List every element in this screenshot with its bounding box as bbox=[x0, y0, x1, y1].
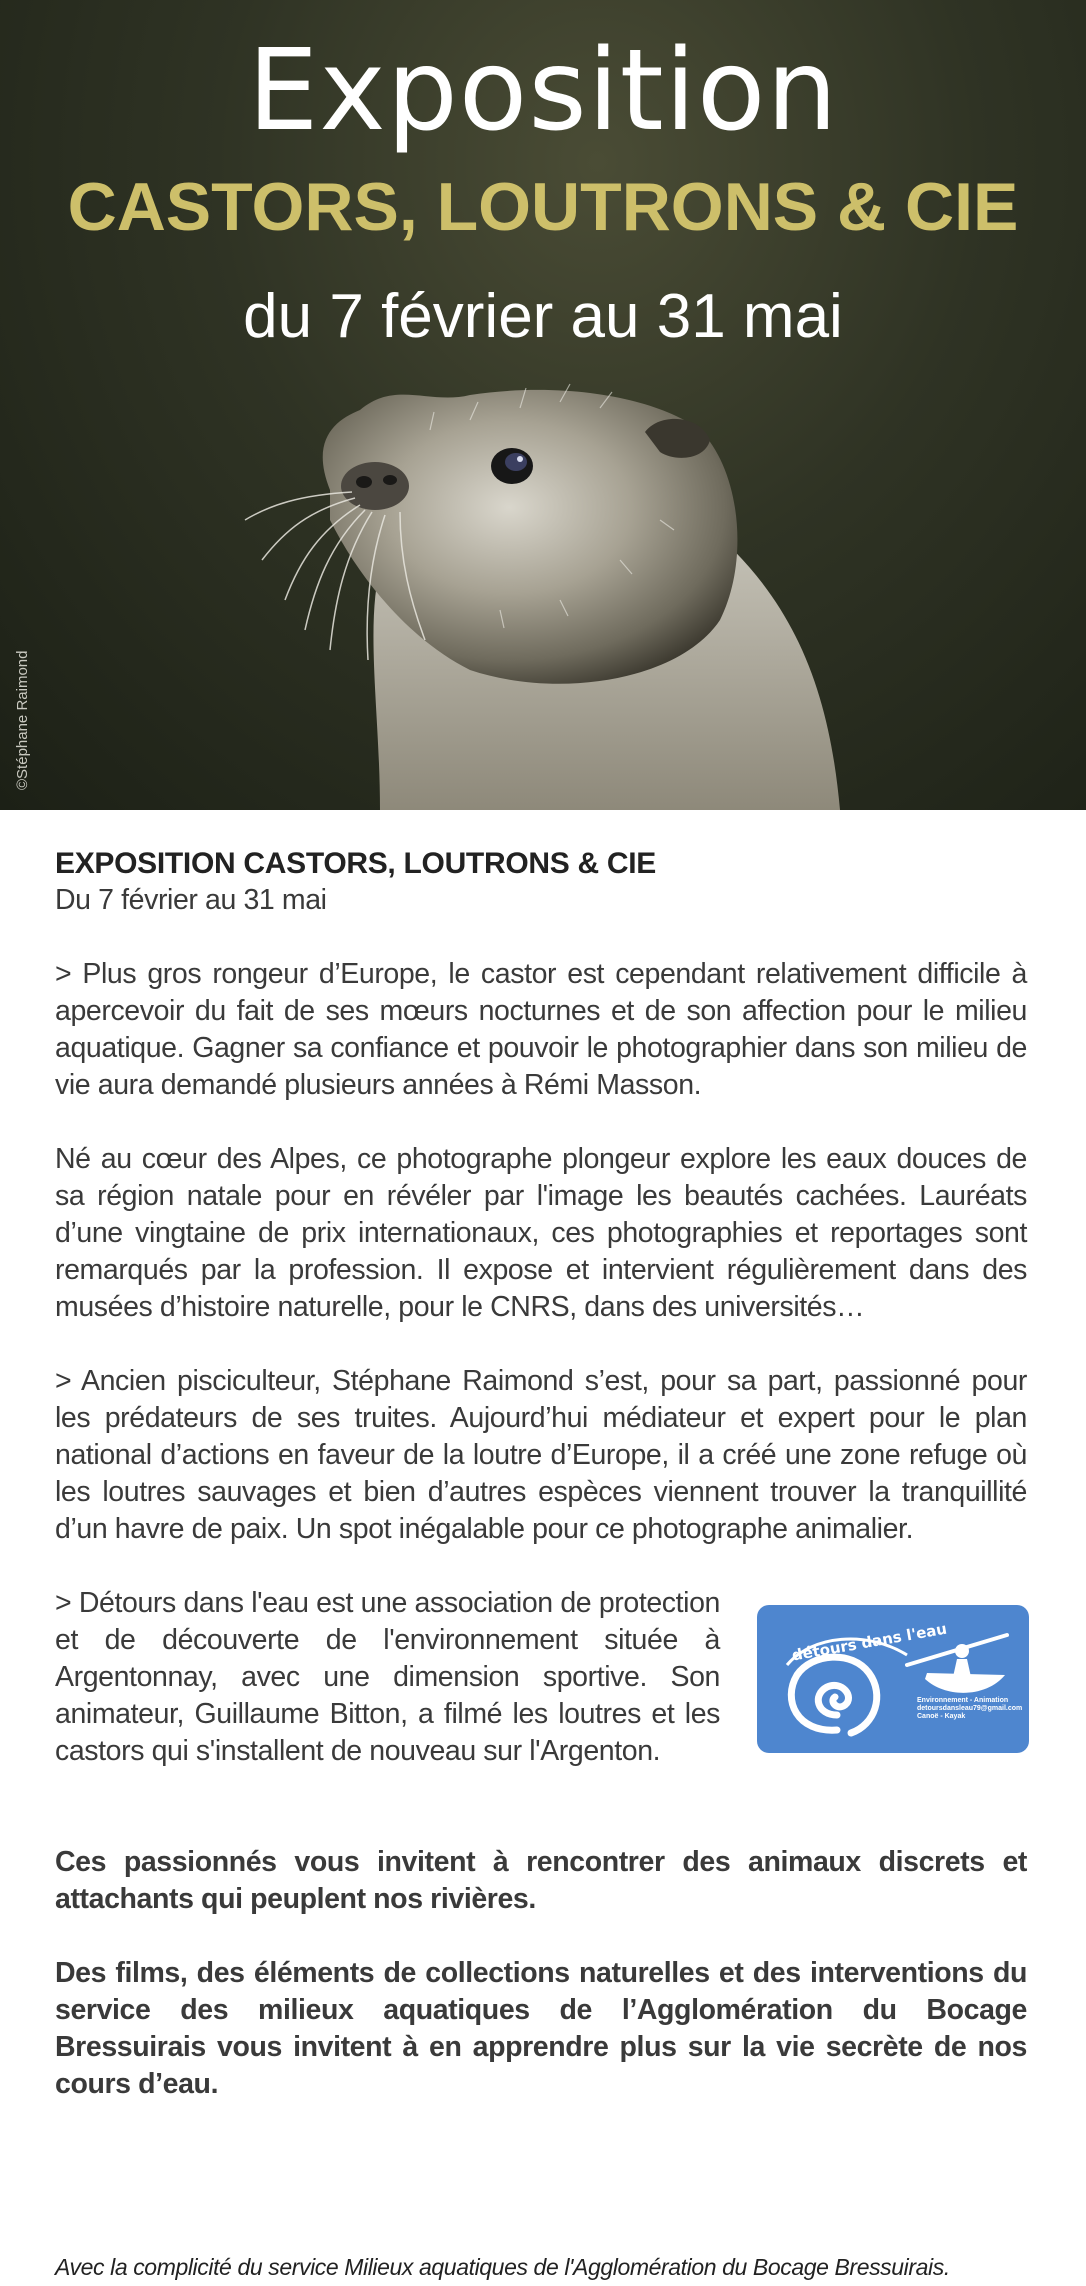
logo-caption: Environnement - Animation detoursdansleau79@gmail.com Canoë - Kayak bbox=[917, 1697, 1023, 1720]
paragraph-films: Des films, des éléments de collections naturelles et des interventions du service des milieux aquatiques de l’Agglomération du Bocage Bressuirais vous invitent à en apprendre plus sur la vie secrète de nos cours d’eau. bbox=[55, 1957, 1027, 2100]
paragraph-castor: > Plus gros rongeur d’Europe, le castor est cependant relativement difficile à apercevoir du fait de ses mœurs nocturnes et de son affection pour le milieu aquatique. Gagner sa confiance et pouvoir le photographier dans son milieu de vie aura demandé plusieurs années à Rémi Masson. bbox=[55, 958, 1027, 1101]
paragraph-raimond: > Ancien pisciculteur, Stéphane Raimond s’est, pour sa part, passionné pour les prédateurs de ses truites. Aujourd’hui médiateur et expert pour le plan national d’actions en faveur de la loutre d’Europe, il a créé une zone refuge où les loutres sauvages et bien d’autres espèces viennent trouver la tranquillité d’un havre de paix. Un spot inégalable pour ce photographe animalier. bbox=[55, 1365, 1027, 1545]
paragraph-invitation: Ces passionnés vous invitent à rencontrer des animaux discrets et attachants qui peuplent nos rivières. bbox=[55, 1846, 1027, 1915]
article bbox=[55, 845, 1027, 2103]
hero-banner bbox=[0, 0, 1086, 810]
photo-credit: ©Stéphane Raimond bbox=[14, 650, 31, 790]
association-block bbox=[55, 1585, 1027, 1807]
article-heading: EXPOSITION CASTORS, LOUTRONS & CIE bbox=[55, 847, 656, 880]
detours-dans-leau-logo bbox=[757, 1605, 1029, 1753]
logo-name: détours dans l'eau bbox=[790, 1619, 949, 1665]
logo-spiral-icon bbox=[757, 1605, 1029, 1753]
paragraph-association: > Détours dans l'eau est une association de protection et de découverte de l'environnement située à Argentonnay, avec une dimension sportive. Son animateur, Guillaume Bitton, a filmé les loutres et les castors qui s'installent de nouveau sur l'Argenton. bbox=[55, 1587, 720, 1767]
footer-credit: Avec la complicité du service Milieux aquatiques de l'Agglomération du Bocage Bressuirais. bbox=[55, 2254, 950, 2280]
hero-subtitle: CASTORS, LOUTRONS & CIE bbox=[67, 169, 1019, 245]
hero-dates: du 7 février au 31 mai bbox=[243, 282, 843, 351]
hero-title: Exposition bbox=[247, 26, 839, 156]
article-dates: Du 7 février au 31 mai bbox=[55, 884, 327, 916]
paragraph-photographer: Né au cœur des Alpes, ce photographe plongeur explore les eaux douces de sa région natale pour en révéler par l'image les beautés cachées. Lauréats d’une vingtaine de prix internationaux, ces photographies et reportages sont remarqués par la profession. Il expose et intervient régulièrement dans des musées d’histoire naturelle, pour le CNRS, dans des universités… bbox=[55, 1143, 1027, 1323]
